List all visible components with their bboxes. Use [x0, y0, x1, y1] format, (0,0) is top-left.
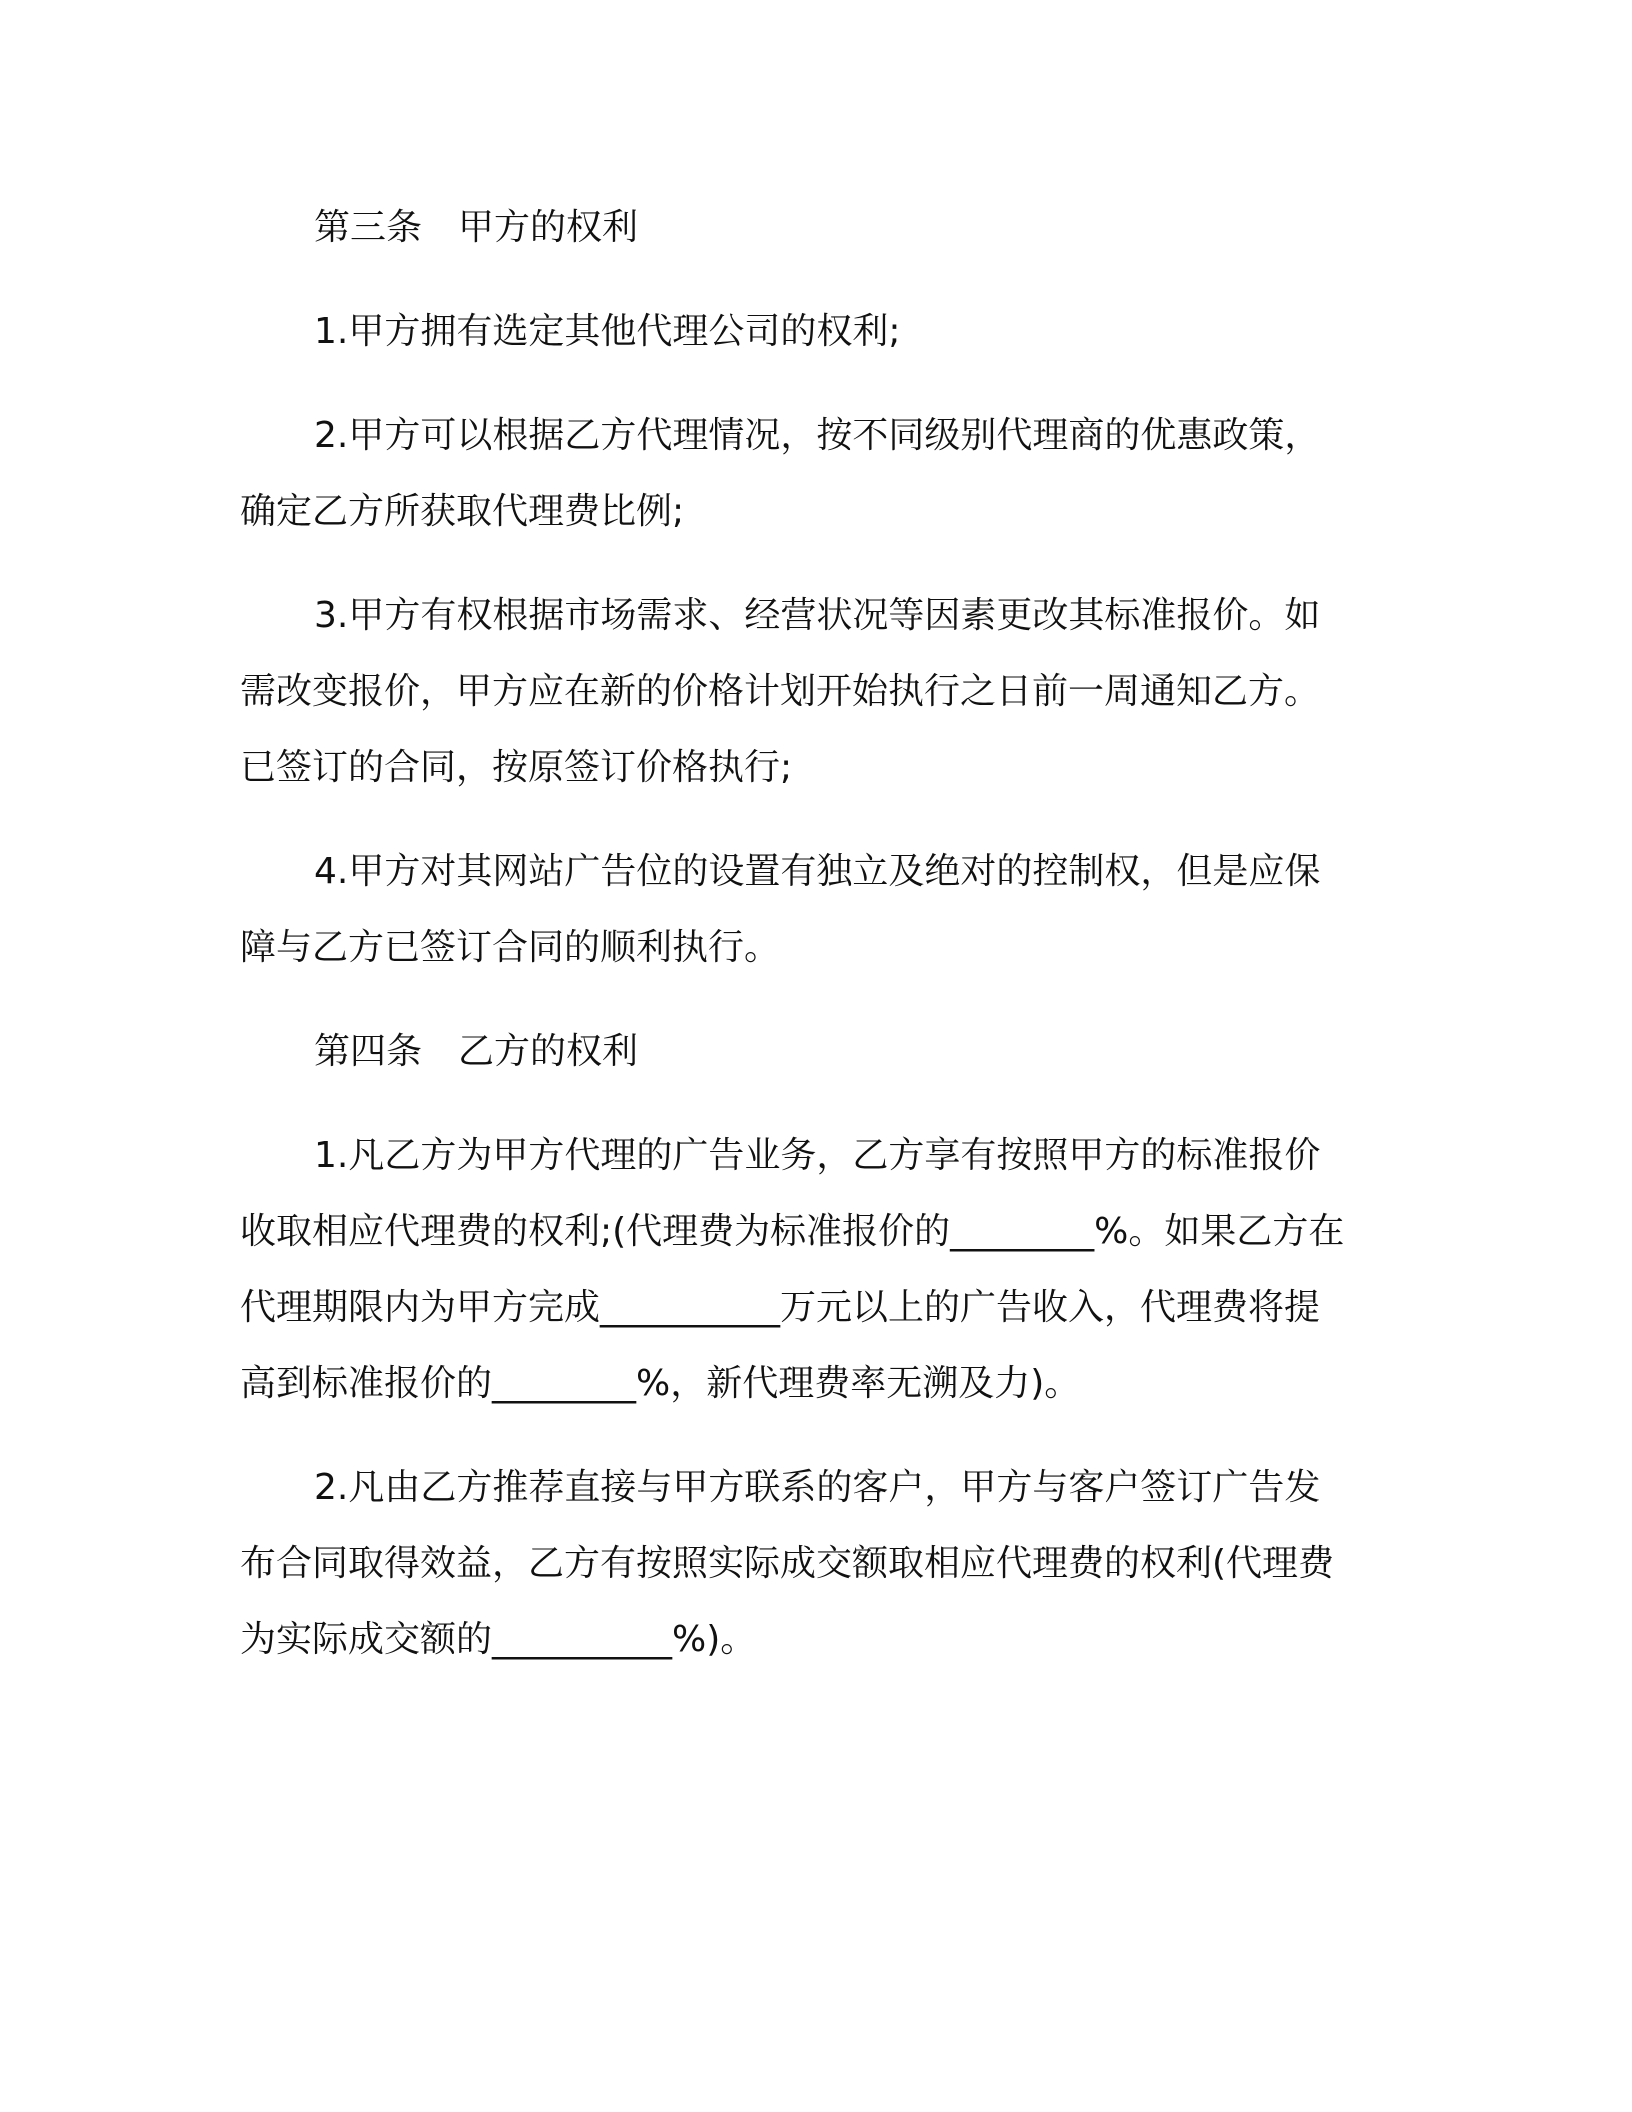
section-heading: 第四条 乙方的权利	[314, 1031, 639, 1072]
paragraph-line: 障与乙方已签订合同的顺利执行。	[240, 927, 781, 968]
paragraph-line: 2.甲方可以根据乙方代理情况，按不同级别代理商的优惠政策，	[314, 415, 1321, 456]
paragraph-line: 1.甲方拥有选定其他代理公司的权利;	[314, 311, 901, 352]
paragraph-line: 4.甲方对其网站广告位的设置有独立及绝对的控制权，但是应保	[314, 851, 1321, 892]
paragraph-line: 为实际成交额的__________%)。	[240, 1619, 757, 1660]
paragraph-line: 高到标准报价的________%，新代理费率无溯及力)。	[240, 1363, 1081, 1404]
paragraph-line: 收取相应代理费的权利;(代理费为标准报价的________%。如果乙方在	[240, 1211, 1345, 1252]
paragraph-line: 代理期限内为甲方完成__________万元以上的广告收入，代理费将提	[240, 1287, 1321, 1328]
paragraph-line: 1.凡乙方为甲方代理的广告业务，乙方享有按照甲方的标准报价	[314, 1135, 1321, 1176]
paragraph-line: 已签订的合同，按原签订价格执行;	[240, 747, 793, 788]
paragraph-line: 3.甲方有权根据市场需求、经营状况等因素更改其标准报价。如	[314, 595, 1321, 636]
paragraph-line: 确定乙方所获取代理费比例;	[240, 491, 685, 532]
paragraph-line: 布合同取得效益，乙方有按照实际成交额取相应代理费的权利(代理费	[240, 1543, 1335, 1584]
section-heading: 第三条 甲方的权利	[314, 207, 639, 248]
paragraph-line: 需改变报价，甲方应在新的价格计划开始执行之日前一周通知乙方。	[240, 671, 1321, 712]
document-page	[240, 190, 1390, 1678]
paragraph-line: 2.凡由乙方推荐直接与甲方联系的客户，甲方与客户签订广告发	[314, 1467, 1321, 1508]
